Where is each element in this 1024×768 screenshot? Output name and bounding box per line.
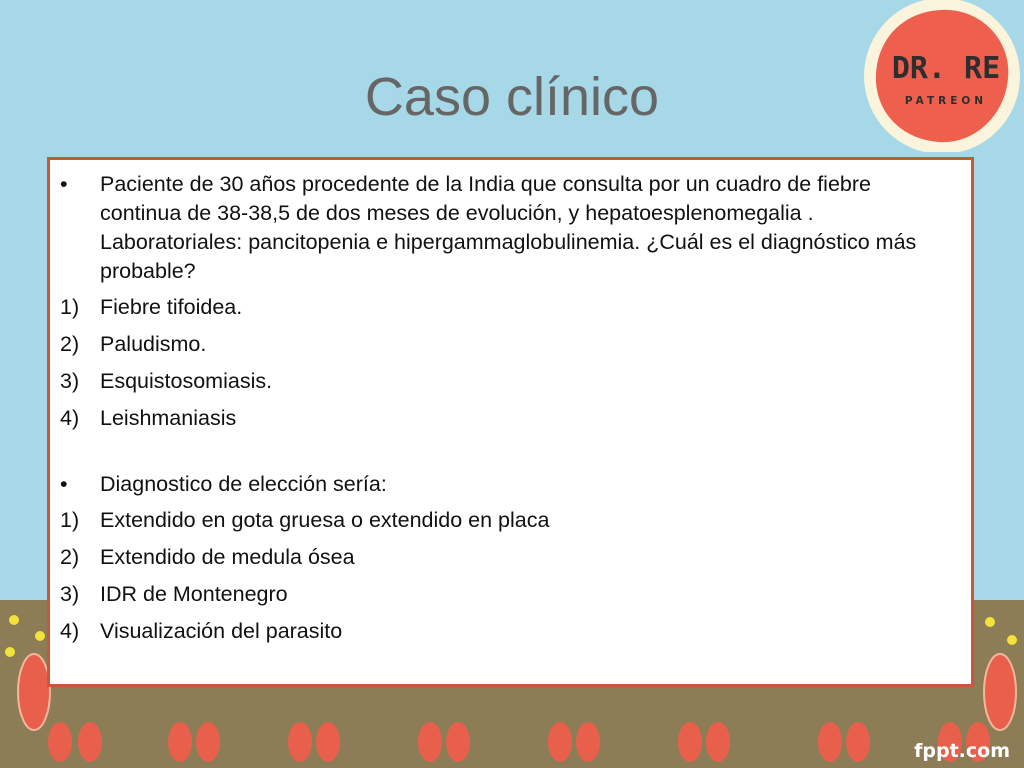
option-item [60, 404, 951, 433]
slide-title: Caso clínico [364, 67, 660, 127]
option-number: 2) [60, 545, 80, 569]
option-number: 4) [60, 406, 80, 430]
option-text: Paludismo. [100, 332, 207, 356]
option-text: Extendido en gota gruesa o extendido en placa [100, 508, 550, 532]
option-number: 3) [60, 369, 80, 393]
option-text: Visualización del parasito [100, 619, 343, 643]
option-item [60, 580, 951, 609]
question-prompt: Paciente de 30 años procedente de la India que consulta por un cuadro de fiebre continua de 38-38,5 de dos meses de evolución, y hepatoesplenomegalia . Laboratoriales: pancitopenia e hipergammaglobulinemia. ¿Cuál es el diagnóstico más probable? [100, 172, 917, 283]
option-item [60, 293, 951, 322]
option-number: 3) [60, 582, 80, 606]
option-number: 1) [60, 508, 80, 532]
question-2 [60, 470, 951, 499]
option-text: Fiebre tifoidea. [100, 295, 243, 319]
option-item [60, 506, 951, 535]
option-item [60, 330, 951, 359]
spacer [60, 433, 951, 470]
option-item [60, 543, 951, 572]
bullet: • [60, 172, 68, 196]
question-1 [60, 170, 951, 286]
question-prompt: Diagnostico de elección sería: [100, 472, 387, 496]
option-text: Leishmaniasis [100, 406, 237, 430]
option-text: Extendido de medula ósea [100, 545, 355, 569]
question-list [60, 170, 951, 646]
footer-brand: fppt.com [914, 740, 1010, 762]
logo-name: DR. RE [891, 51, 1001, 86]
option-text: Esquistosomiasis. [100, 369, 273, 393]
option-item [60, 617, 951, 646]
content-card [47, 157, 974, 687]
option-text: IDR de Montenegro [100, 582, 288, 606]
option-item [60, 367, 951, 396]
logo-subtitle: PATREON [904, 95, 988, 107]
option-number: 4) [60, 619, 80, 643]
option-number: 2) [60, 332, 80, 356]
bullet: • [60, 472, 68, 496]
option-number: 1) [60, 295, 80, 319]
dr-re-logo [862, 0, 1024, 152]
